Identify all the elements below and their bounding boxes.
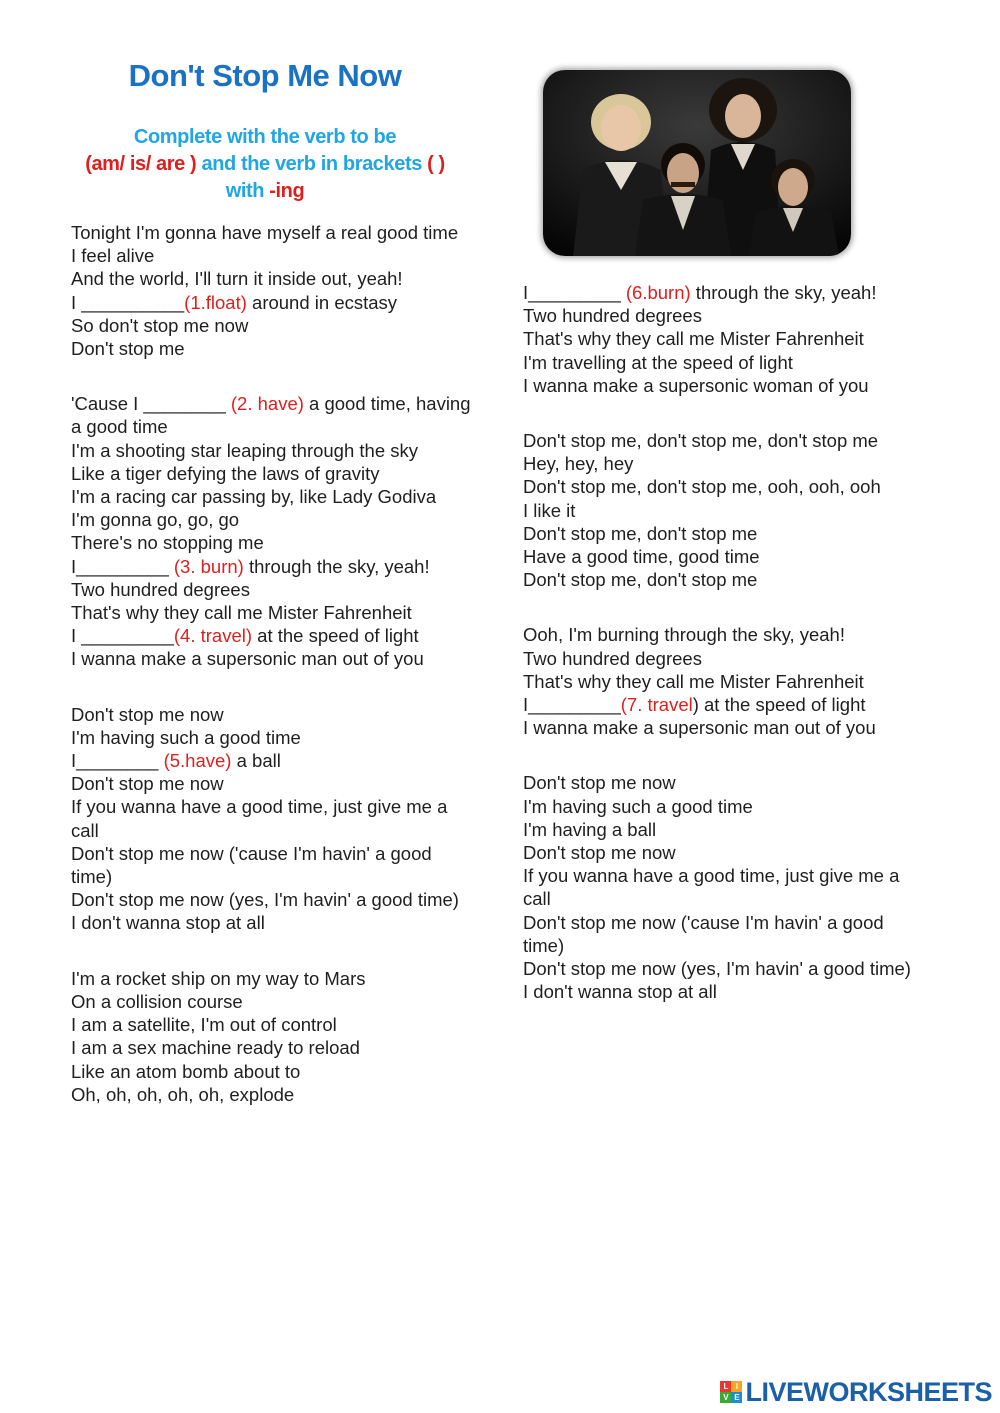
- band-photo-image: [543, 70, 851, 256]
- lyric-line: Don't stop me now: [523, 772, 676, 794]
- gap-4-hint: (4. travel): [173, 625, 253, 647]
- instructions-ing: -ing: [269, 180, 305, 202]
- lyrics-left-column: [71, 221, 471, 1138]
- lyric-line: I am a satellite, I'm out of control: [71, 1014, 337, 1036]
- gap-2-rest: a good time, having a good time: [71, 393, 471, 438]
- instructions-line-1: Complete with the verb to be: [133, 126, 397, 148]
- lyric-line: On a collision course: [71, 990, 243, 1012]
- lyric-line: Don't stop me now (yes, I'm havin' a good time): [71, 889, 459, 911]
- gap-1-rest: around in ecstasy: [246, 291, 398, 313]
- lyric-line: I'm having a ball: [523, 818, 657, 840]
- gap-5-hint: (5.have): [163, 750, 232, 772]
- gap-line-3: [71, 555, 471, 578]
- instructions-brackets-text: and the verb in brackets: [196, 153, 428, 175]
- liveworksheets-logo[interactable]: [720, 1377, 992, 1407]
- stanza-left-3: [71, 703, 471, 935]
- lyric-line: And the world, I'll turn it inside out, yeah!: [71, 268, 403, 290]
- instructions-brackets: ( ): [427, 153, 445, 175]
- lyric-line: I wanna make a supersonic man out of you: [71, 648, 424, 670]
- lyric-line: Hey, hey, hey: [523, 453, 634, 475]
- logo-badge-letter: E: [731, 1392, 742, 1403]
- lyric-line: There's no stopping me: [71, 532, 264, 554]
- gap-1-hint: (1.float): [184, 291, 247, 313]
- instructions-line-3: [55, 178, 475, 205]
- gap-3-rest: through the sky, yeah!: [243, 555, 430, 577]
- lyric-line: I wanna make a supersonic man out of you: [523, 717, 876, 739]
- lyric-line: I'm gonna go, go, go: [71, 509, 240, 531]
- lyric-line: I'm a rocket ship on my way to Mars: [71, 967, 366, 989]
- gap-2-hint: (2. have): [230, 393, 304, 415]
- instructions-line-2: [55, 151, 475, 178]
- lyric-line: If you wanna have a good time, just give me a call: [71, 796, 448, 841]
- gap-7-blank[interactable]: I_________: [523, 694, 621, 716]
- stanza-left-4: [71, 967, 471, 1106]
- lyric-line: Two hundred degrees: [71, 578, 250, 600]
- lyric-line: Like a tiger defying the laws of gravity: [71, 462, 380, 484]
- gap-7-hint: (7. travel: [620, 694, 693, 716]
- lyric-line: That's why they call me Mister Fahrenheit: [523, 328, 864, 350]
- stanza-right-3: [523, 623, 923, 739]
- gap-7-rest: ) at the speed of light: [692, 694, 866, 716]
- lyric-line: Don't stop me, don't stop me: [523, 569, 758, 591]
- lyric-line: Tonight I'm gonna have myself a real good time: [71, 222, 459, 243]
- lyric-line: I like it: [523, 499, 576, 521]
- lyric-line: Don't stop me, don't stop me: [523, 522, 758, 544]
- logo-badge-letter: I: [731, 1381, 742, 1392]
- gap-6-rest: through the sky, yeah!: [690, 282, 877, 303]
- lyric-line: If you wanna have a good time, just give me a call: [523, 865, 900, 910]
- instructions-verb-be: (am/ is/ are ): [85, 153, 197, 175]
- lyric-line: I'm a racing car passing by, like Lady Godiva: [71, 486, 437, 508]
- lyric-line: Don't stop me, don't stop me, ooh, ooh, ooh: [523, 476, 881, 498]
- gap-3-blank[interactable]: I_________: [71, 555, 174, 577]
- lyric-line: I wanna make a supersonic woman of you: [523, 374, 869, 396]
- gap-line-2: [71, 392, 471, 438]
- lyric-line: Don't stop me now ('cause I'm havin' a good time): [71, 842, 432, 888]
- lyric-line: I'm travelling at the speed of light: [523, 351, 793, 373]
- stanza-right-4: [523, 771, 923, 1003]
- gap-3-hint: (3. burn): [173, 555, 244, 577]
- gap-2-blank[interactable]: 'Cause I ________: [71, 393, 231, 415]
- lyric-line: Like an atom bomb about to: [71, 1060, 301, 1082]
- lyric-line: That's why they call me Mister Fahrenheit: [71, 602, 412, 624]
- lyric-line: Have a good time, good time: [523, 546, 760, 568]
- logo-badge-letter: V: [720, 1392, 731, 1403]
- stanza-left-1: [71, 221, 471, 360]
- lyric-line: That's why they call me Mister Fahrenheit: [523, 670, 864, 692]
- lyric-line: I don't wanna stop at all: [71, 912, 265, 934]
- gap-line-1: [71, 291, 471, 314]
- logo-badge-letter: L: [720, 1381, 731, 1392]
- lyric-line: Don't stop me now: [523, 842, 676, 864]
- logo-text: LIVEWORKSHEETS: [745, 1376, 992, 1407]
- gap-1-blank[interactable]: I __________: [71, 291, 185, 313]
- gap-line-4: [71, 624, 471, 647]
- gap-line-5: [71, 749, 471, 772]
- band-photo: [543, 70, 851, 256]
- gap-4-blank[interactable]: I _________: [71, 625, 174, 647]
- gap-4-rest: at the speed of light: [252, 625, 419, 647]
- lyric-line: I feel alive: [71, 245, 155, 267]
- gap-6-blank[interactable]: I_________: [523, 282, 626, 303]
- stanza-right-1: [523, 281, 923, 397]
- lyric-line: I am a sex machine ready to reload: [71, 1037, 360, 1059]
- lyric-line: Don't stop me now: [71, 703, 224, 725]
- instructions: [55, 124, 475, 205]
- lyric-line: I'm having such a good time: [71, 726, 301, 748]
- stanza-right-2: [523, 429, 923, 591]
- lyric-line: Don't stop me now (yes, I'm havin' a good time): [523, 958, 911, 980]
- lyric-line: Don't stop me now ('cause I'm havin' a good time): [523, 911, 884, 956]
- logo-badge-icon: [720, 1381, 742, 1403]
- worksheet-title: Don't Stop Me Now: [128, 58, 402, 93]
- lyric-line: Oh, oh, oh, oh, oh, explode: [71, 1083, 295, 1105]
- gap-line-7: [523, 693, 923, 716]
- gap-6-hint: (6.burn): [625, 282, 691, 303]
- lyric-line: Don't stop me: [71, 338, 185, 360]
- gap-5-rest: a ball: [231, 750, 281, 772]
- lyric-line: So don't stop me now: [71, 314, 249, 336]
- gap-line-6: [523, 281, 923, 304]
- lyric-line: Two hundred degrees: [523, 305, 702, 327]
- lyric-line: I don't wanna stop at all: [523, 981, 717, 1003]
- lyric-line: I'm a shooting star leaping through the sky: [71, 439, 419, 461]
- lyric-line: I'm having such a good time: [523, 795, 753, 817]
- lyrics-right-column: [523, 281, 923, 1035]
- gap-5-blank[interactable]: I________: [71, 750, 164, 772]
- lyric-line: Don't stop me, don't stop me, don't stop me: [523, 430, 879, 452]
- stanza-left-2: [71, 392, 471, 670]
- instructions-with: with: [225, 180, 270, 202]
- lyric-line: Don't stop me now: [71, 773, 224, 795]
- lyric-line: Two hundred degrees: [523, 647, 702, 669]
- lyric-line: Ooh, I'm burning through the sky, yeah!: [523, 624, 845, 646]
